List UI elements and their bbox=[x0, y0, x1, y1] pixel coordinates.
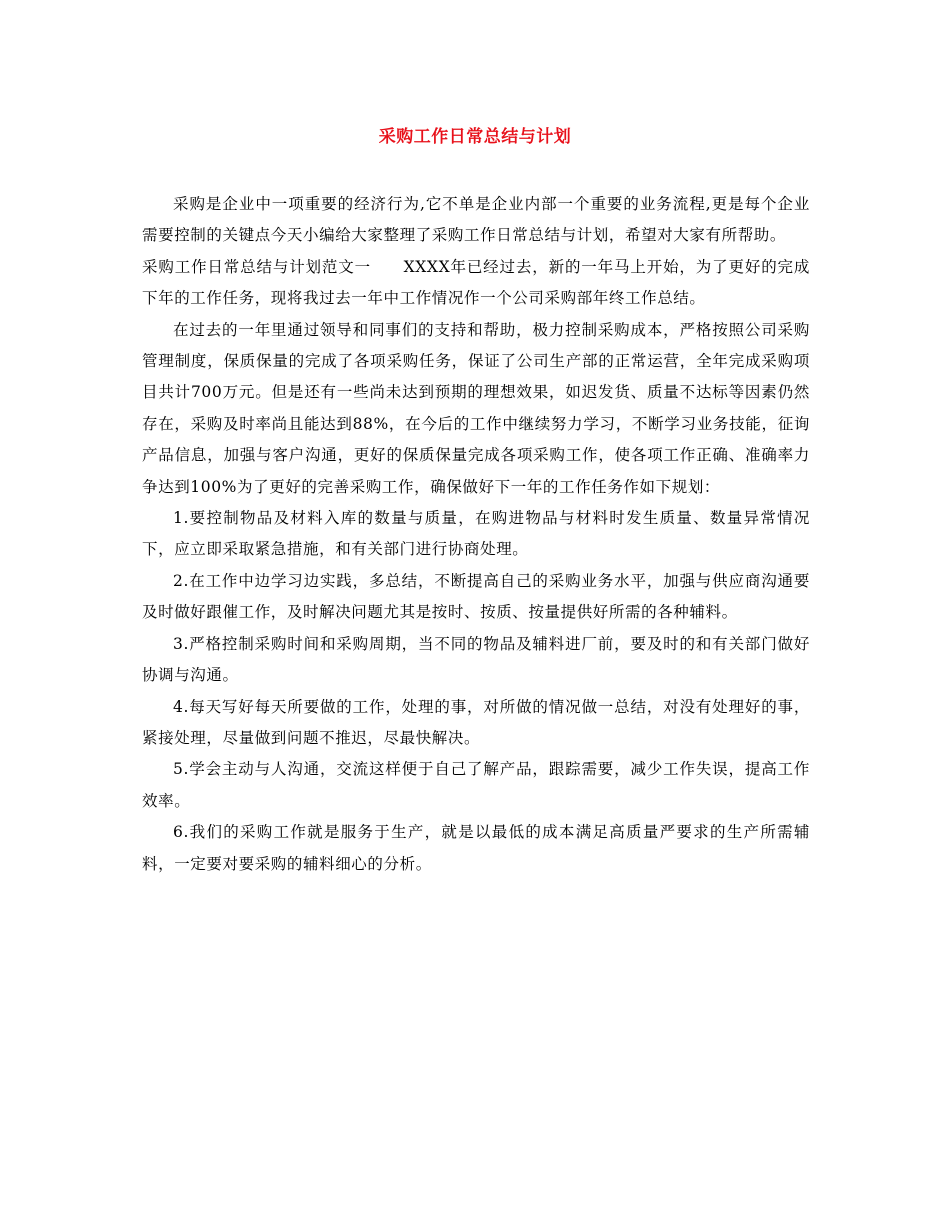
plan-item-1: 1.要控制物品及材料入库的数量与质量，在购进物品与材料时发生质量、数量异常情况下，应立即采取紧急措施，和有关部门进行协商处理。 bbox=[142, 509, 810, 559]
plan-item-5: 5.学会主动与人沟通，交流这样便于自己了解产品，跟踪需要，减少工作失误，提高工作效率。 bbox=[142, 760, 810, 810]
sample-heading-paragraph: 采购工作日常总结与计划范文一 XXXX年已经过去，新的一年马上开始，为了更好的完成下年的工作任务，现将我过去一年中工作情况作一个公司采购部年终工作总结。 bbox=[142, 257, 810, 308]
plan-item-6: 6.我们的采购工作就是服务于生产，就是以最低的成本满足高质量严要求的生产所需辅料，一定要对要采购的辅料细心的分析。 bbox=[142, 823, 810, 873]
plan-item-3: 3.严格控制采购时间和采购周期，当不同的物品及辅料进厂前，要及时的和有关部门做好协调与沟通。 bbox=[142, 634, 810, 685]
summary-paragraph: 在过去的一年里通过领导和同事们的支持和帮助，极力控制采购成本，严格按照公司采购管理制度，保质保量的完成了各项采购任务，保证了公司生产部的正常运营，全年完成采购项目共计700万元。但是还有一些尚未达到预期的理想效果，如迟发货、质量不达标等因素仍然存在，采购及时率尚且能达到88%，在今后的工作中继续努力学习，不断学习业务技能，征询产品信息，加强与客户沟通，更好的保质保量完成各项采购工作，使各项工作正确、准确率力争达到100%为了更好的完善采购工作，确保做好下一年的工作任务作如下规划： bbox=[142, 320, 810, 496]
plan-item-4: 4.每天写好每天所要做的工作，处理的事，对所做的情况做一总结，对没有处理好的事，紧接处理，尽量做到问题不推迟，尽最快解决。 bbox=[142, 697, 810, 747]
intro-paragraph: 采购是企业中一项重要的经济行为,它不单是企业内部一个重要的业务流程,更是每个企业需要控制的关键点今天小编给大家整理了采购工作日常总结与计划，希望对大家有所帮助。 bbox=[142, 195, 810, 245]
plan-item-2: 2.在工作中边学习边实践，多总结，不断提高自己的采购业务水平，加强与供应商沟通要及时做好跟催工作，及时解决问题尤其是按时、按质、按量提供好所需的各种辅料。 bbox=[142, 571, 810, 622]
document-body bbox=[142, 189, 810, 880]
document-title: 采购工作日常总结与计划 bbox=[378, 127, 572, 147]
